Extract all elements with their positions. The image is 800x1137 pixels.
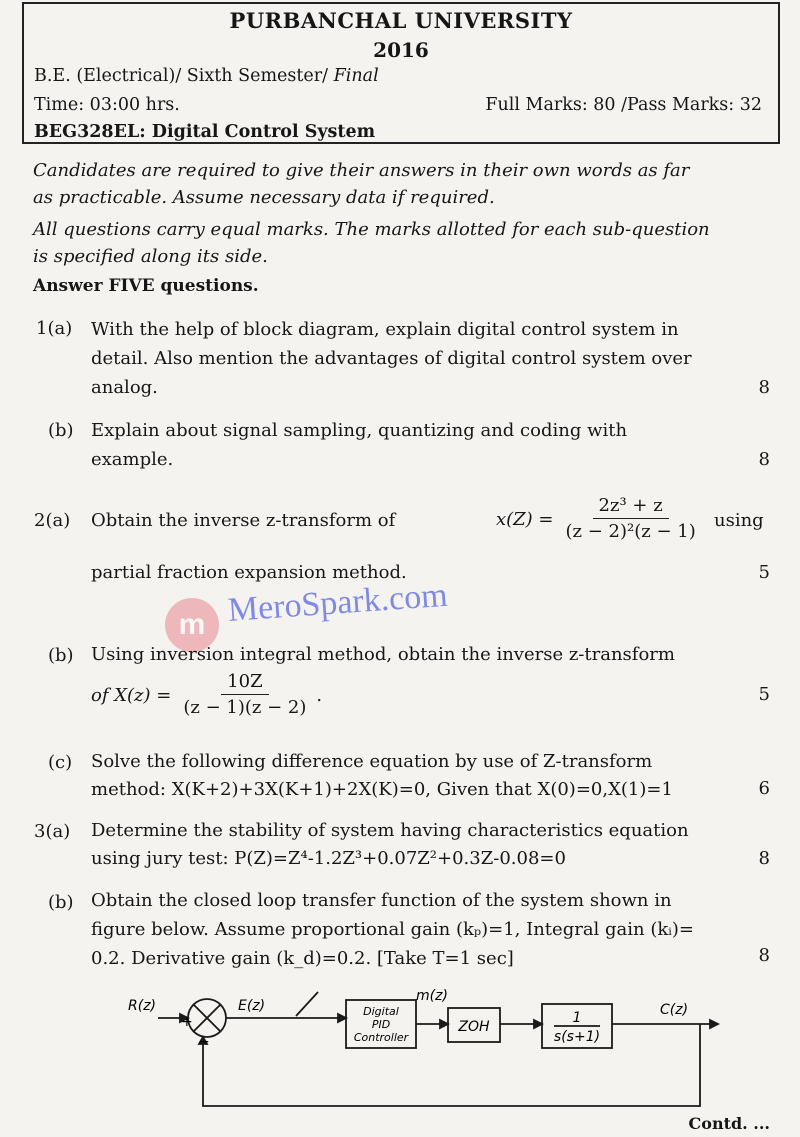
program-line	[34, 66, 379, 86]
pid-to-zoh-arrowhead	[440, 1020, 448, 1028]
q3b-line-2: figure below. Assume proportional gain (kₚ)=1, Integral gain (kᵢ)=	[91, 919, 695, 940]
q2a-fraction	[560, 494, 702, 545]
q2a-marks: 5	[758, 562, 770, 583]
answer-instruction: Answer FIVE questions.	[33, 276, 259, 296]
q1b-number: (b)	[48, 420, 74, 441]
q2c-number: (c)	[48, 752, 73, 773]
zoh-to-plant-arrowhead	[534, 1020, 542, 1028]
sampler-switch	[296, 992, 318, 1016]
watermark-text: MeroSpark.com	[226, 576, 449, 629]
exam-year: 2016	[373, 38, 429, 62]
q2a-number: 2(a)	[34, 510, 71, 531]
watermark-logo-letter: m	[178, 608, 206, 641]
instruction-line-3: All questions carry equal marks. The marks allotted for each sub-question	[33, 219, 710, 240]
q3a-line-1: Determine the stability of system having characteristics equation	[91, 820, 689, 841]
q3b-marks: 8	[758, 945, 770, 966]
q2b-marks: 5	[758, 684, 770, 705]
q2a-line-2: partial fraction expansion method.	[91, 562, 407, 583]
q2a-denominator: (z − 2)²(z − 1)	[565, 521, 696, 542]
plant-denominator: s(s+1)	[553, 1029, 601, 1045]
q2b-number: (b)	[48, 645, 74, 666]
course-title: BEG328EL: Digital Control System	[34, 122, 376, 142]
plus-sign: +	[181, 1014, 193, 1030]
feedback-path	[203, 1024, 700, 1106]
q2b-numerator: 10Z	[221, 670, 268, 695]
output-label: C(z)	[660, 1002, 689, 1018]
error-arrowhead	[338, 1014, 346, 1022]
output-arrowhead	[710, 1020, 718, 1028]
q2c-marks: 6	[758, 778, 770, 799]
q1b-line-2: example.	[91, 449, 174, 470]
pid-label-line-3: Controller	[353, 1031, 409, 1044]
instruction-line-1: Candidates are required to give their answers in their own words as far	[33, 160, 690, 181]
q1a-number: 1(a)	[36, 318, 73, 339]
closed-loop-block-diagram	[0, 980, 800, 1120]
zoh-label: ZOH	[458, 1019, 490, 1035]
q2b-period: .	[316, 685, 323, 706]
continued-note: Contd. ...	[688, 1114, 770, 1133]
q1a-line-1: With the help of block diagram, explain digital control system in	[91, 319, 679, 340]
q2c-line-1: Solve the following difference equation by use of Z-transform	[91, 751, 653, 772]
q1a-marks: 8	[758, 377, 770, 398]
q3b-line-3: 0.2. Derivative gain (k_d)=0.2. [Take T=1 sec]	[91, 948, 514, 969]
q3b-line-1: Obtain the closed loop transfer function of the system shown in	[91, 890, 672, 911]
program-prefix: B.E. (Electrical)/ Sixth Semester/	[34, 66, 329, 86]
q1b-line-1: Explain about signal sampling, quantizing and coding with	[91, 420, 628, 441]
plant-numerator: 1	[572, 1010, 582, 1026]
q2b-denominator: (z − 1)(z − 2)	[183, 697, 307, 718]
program-final: Final	[333, 66, 379, 86]
q2a-fx: x(Z) =	[496, 509, 554, 530]
input-label: R(z)	[128, 998, 156, 1014]
q3a-marks: 8	[758, 848, 770, 869]
q2b-line-1: Using inversion integral method, obtain the inverse z-transform	[91, 644, 675, 665]
q3a-number: 3(a)	[34, 821, 71, 842]
minus-sign: −	[198, 1034, 210, 1050]
q1a-line-3: analog.	[91, 377, 158, 398]
instruction-line-2: as practicable. Assume necessary data if required.	[33, 187, 495, 208]
pid-label-line-2: PID	[371, 1018, 391, 1031]
q1a-line-2: detail. Also mention the advantages of digital control system over	[91, 348, 692, 369]
error-label: E(z)	[238, 998, 266, 1014]
q2c-line-2: method: X(K+2)+3X(K+1)+2X(K)=0, Given that X(0)=0,X(1)=1	[91, 779, 673, 800]
instruction-line-4: is specified along its side.	[33, 246, 268, 267]
exam-marks: Full Marks: 80 /Pass Marks: 32	[485, 95, 762, 115]
exam-time: Time: 03:00 hrs.	[34, 95, 180, 115]
q3b-number: (b)	[48, 892, 74, 913]
q2a-lead: Obtain the inverse z-transform of	[91, 510, 396, 531]
pid-output-label: m(z)	[416, 988, 448, 1004]
pid-label-line-1: Digital	[363, 1005, 399, 1018]
q2b-fraction	[177, 670, 312, 721]
exam-header	[22, 2, 780, 144]
q3a-line-2: using jury test: P(Z)=Z⁴-1.2Z³+0.07Z²+0.3Z-0.08=0	[91, 848, 566, 869]
q2b-of: of X(z) =	[91, 685, 172, 706]
q2a-numerator: 2z³ + z	[593, 494, 669, 519]
university-name: PURBANCHAL UNIVERSITY	[229, 8, 573, 33]
q1b-marks: 8	[758, 449, 770, 470]
q2a-tail: using	[714, 510, 764, 531]
q2a-formula	[496, 494, 702, 545]
q2b-formula	[91, 670, 322, 721]
